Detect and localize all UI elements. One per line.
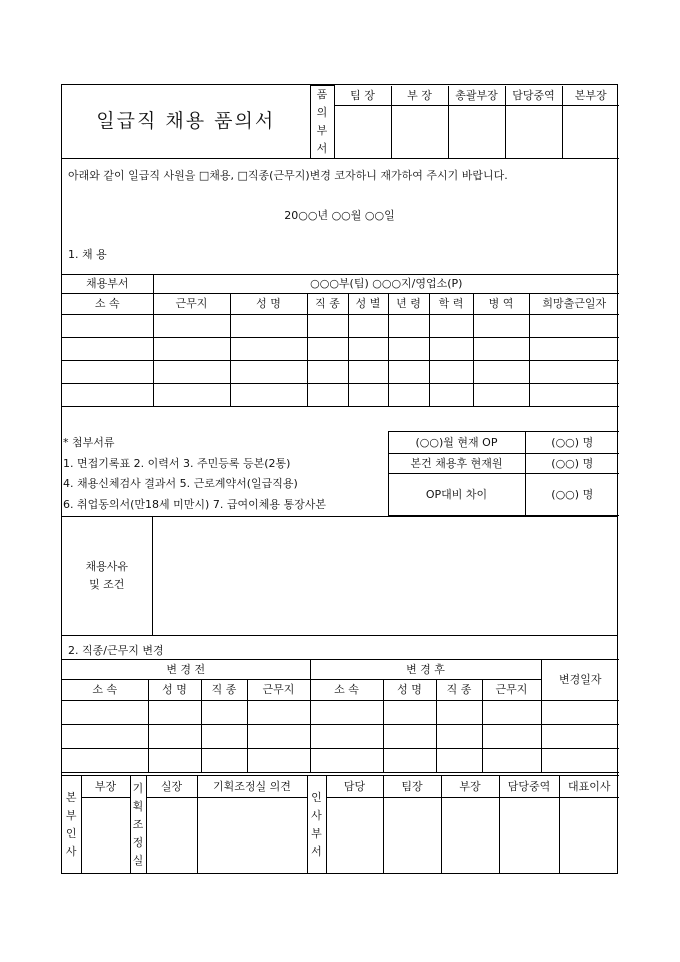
col-education: 학 력	[429, 294, 473, 315]
approval-sign-box[interactable]	[505, 106, 562, 159]
approval-sign-box[interactable]	[562, 106, 619, 159]
sign-box[interactable]	[559, 798, 619, 875]
reason-table	[62, 516, 617, 636]
sign-box[interactable]	[383, 798, 441, 875]
approval-col-team-lead: 팀 장	[334, 86, 391, 106]
hq-dept-head: 부장	[81, 776, 130, 798]
table-row[interactable]	[62, 384, 619, 407]
planning-opinion: 기획조정실 의견	[197, 776, 307, 798]
after-workplace: 근무지	[482, 680, 541, 701]
approval-sign-box[interactable]	[391, 106, 448, 159]
sign-box[interactable]	[146, 798, 197, 875]
request-date: 20○○년 ○○월 ○○일	[284, 209, 395, 222]
approval-sign-box[interactable]	[448, 106, 505, 159]
approval-form	[61, 84, 618, 874]
col-start-date: 희망출근일자	[529, 294, 619, 315]
sign-box[interactable]	[441, 798, 499, 875]
before-job: 직 종	[201, 680, 247, 701]
header-table	[62, 85, 619, 159]
sign-box[interactable]	[81, 798, 130, 875]
before-name: 성 명	[148, 680, 201, 701]
section-change-title: 2. 직종/근무지 변경	[68, 644, 164, 657]
table-row[interactable]	[62, 338, 619, 361]
planning-side-label: 기 획 조 정 실	[130, 776, 146, 875]
attachment-line-1: 1. 면접기록표 2. 이력서 3. 주민등록 등본(2통)	[62, 454, 388, 474]
col-age: 년 령	[388, 294, 429, 315]
before-affiliation: 소 속	[62, 680, 148, 701]
table-row[interactable]	[62, 725, 619, 749]
after-change-header: 변 경 후	[310, 660, 541, 680]
op-diff-label: OP대비 차이	[388, 474, 525, 516]
table-row[interactable]	[62, 749, 619, 773]
approval-col-division-head: 본부장	[562, 86, 619, 106]
hr-staff: 담당	[326, 776, 383, 798]
approval-sign-box[interactable]	[334, 106, 391, 159]
attachment-line-3: 6. 취업동의서(만18세 미만시) 7. 급여이체용 통장사본	[62, 495, 388, 516]
intro-area	[62, 159, 617, 271]
hr-dept-head: 부장	[441, 776, 499, 798]
hr-executive: 담당중역	[499, 776, 559, 798]
change-table	[62, 659, 619, 773]
hire-table	[62, 274, 619, 407]
col-military: 병 역	[473, 294, 529, 315]
op-diff-value: (○○) 명	[525, 474, 619, 516]
attachment-title: * 첨부서류	[62, 432, 388, 454]
approval-col-executive: 담당중역	[505, 86, 562, 106]
col-workplace: 근무지	[153, 294, 230, 315]
change-date-header: 변경일자	[541, 660, 619, 701]
approval-col-general-manager: 총괄부장	[448, 86, 505, 106]
section-change-area	[62, 640, 617, 660]
section-hire-title: 1. 채 용	[68, 248, 107, 261]
op-after-label: 본건 채용후 현재원	[388, 454, 525, 474]
before-workplace: 근무지	[247, 680, 310, 701]
before-change-header: 변 경 전	[62, 660, 310, 680]
ceo: 대표이사	[559, 776, 619, 798]
planning-office-head: 실장	[146, 776, 197, 798]
after-name: 성 명	[383, 680, 436, 701]
dept-value: ○○○부(팀) ○○○지/영업소(P)	[153, 275, 619, 294]
table-row[interactable]	[62, 701, 619, 725]
reason-input[interactable]	[152, 517, 617, 636]
attachment-table	[62, 431, 619, 516]
attachment-line-2: 4. 채용신체검사 결과서 5. 근로계약서(일급직용)	[62, 474, 388, 495]
sign-box[interactable]	[326, 798, 383, 875]
col-name: 성 명	[230, 294, 307, 315]
approval-side-label: 품 의 부 서	[310, 86, 334, 159]
page-title: 일급직 채용 품의서	[62, 86, 310, 159]
hr-dept-side-label: 인 사 부 서	[307, 776, 326, 875]
col-affiliation: 소 속	[62, 294, 153, 315]
reason-label: 채용사유 및 조건	[62, 517, 152, 636]
op-current-value: (○○) 명	[525, 432, 619, 454]
col-job: 직 종	[307, 294, 348, 315]
opinion-box[interactable]	[197, 798, 307, 875]
after-job: 직 종	[436, 680, 482, 701]
op-current-label: (○○)월 현재 OP	[388, 432, 525, 454]
bottom-approval-table	[62, 775, 619, 874]
hq-hr-side-label: 본 부 인 사	[62, 776, 81, 875]
table-row[interactable]	[62, 361, 619, 384]
after-affiliation: 소 속	[310, 680, 383, 701]
sign-box[interactable]	[499, 798, 559, 875]
approval-col-dept-head: 부 장	[391, 86, 448, 106]
col-gender: 성 별	[348, 294, 388, 315]
dept-label: 채용부서	[62, 275, 153, 294]
hr-team-lead: 팀장	[383, 776, 441, 798]
table-row[interactable]	[62, 315, 619, 338]
intro-text: 아래와 같이 일급직 사원을 □채용, □직종(근무지)변경 코자하니 재가하여 주시기 바랍니다.	[68, 169, 508, 182]
op-after-value: (○○) 명	[525, 454, 619, 474]
